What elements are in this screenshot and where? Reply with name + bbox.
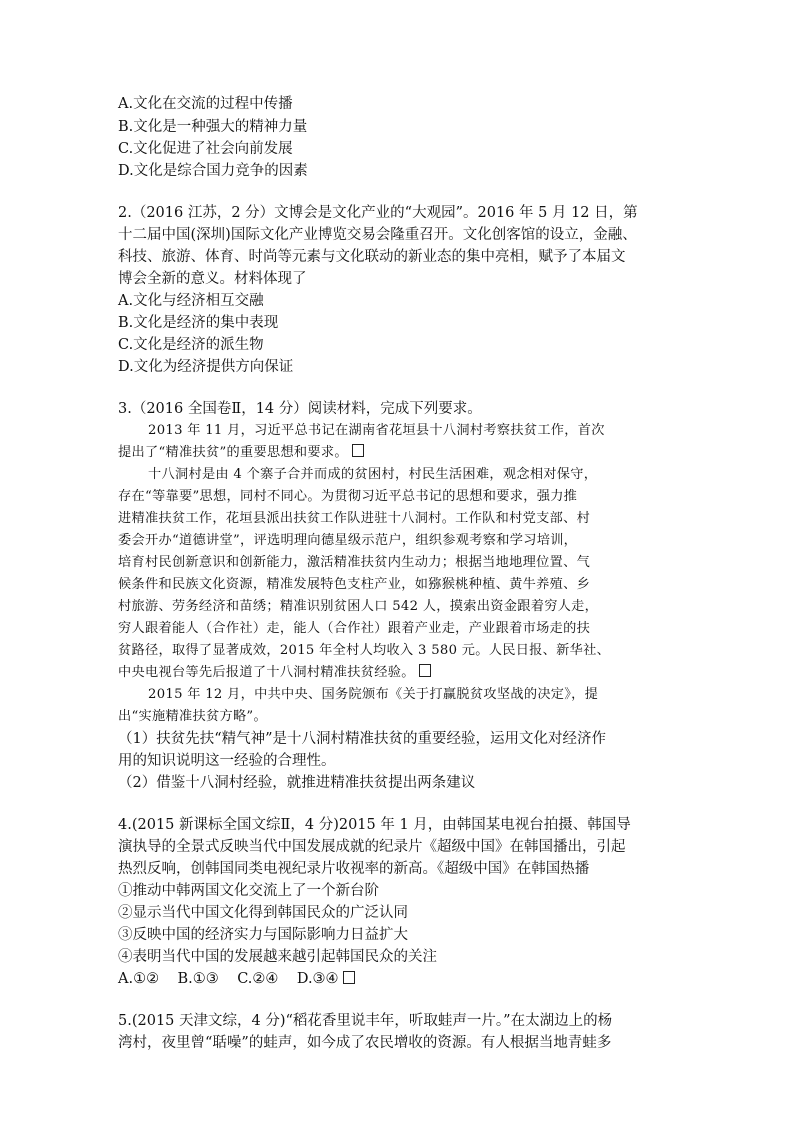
q2-option-a: A.文化与经济相互交融 (118, 293, 264, 309)
q3-stem: 3.（2016 全国卷Ⅱ，14 分）阅读材料，完成下列要求。 (118, 401, 482, 417)
q3-material-line: 2013 年 11 月，习近平总书记在湖南省花垣县十八洞村考察扶贫工作，首次 (148, 423, 605, 438)
q4-statement-4: ④表明当代中国的发展越来越引起韩国民众的关注 (118, 949, 437, 965)
q4-stem-line: 演执导的全景式反映当代中国发展成就的纪录片《超级中国》在韩国播出，引起 (118, 839, 626, 855)
q1-option-c: C.文化促进了社会向前发展 (118, 141, 293, 157)
q3-material-line: 2015 年 12 月，中共中央、国务院颁布《关于打赢脱贫攻坚战的决定》，提 (148, 687, 599, 702)
q3-material-line: 出“实施精准扶贫方略”。 (118, 709, 267, 724)
q4-stem-line: 热烈反响，创韩国同类电视纪录片收视率的新高。《超级中国》在韩国热播 (118, 861, 590, 877)
q4-statement-3: ③反映中国的经济实力与国际影响力日益扩大 (118, 927, 408, 943)
q4-statement-2: ②显示当代中国文化得到韩国民众的广泛认同 (118, 905, 408, 921)
q2-stem-line: 博会全新的意义。材料体现了 (118, 271, 307, 287)
q1-option-d: D.文化是综合国力竞争的因素 (118, 163, 308, 179)
q2-stem-line: 科技、旅游、体育、时尚等元素与文化联动的新业态的集中亮相，赋予了本届文 (118, 249, 626, 265)
q1-option-a: A.文化在交流的过程中传播 (118, 96, 293, 112)
q3-material-line: 委会开办“道德讲堂”，评选明理向德星级示范户，组织参观考察和学习培训， (118, 533, 578, 548)
q3-question-1: （1）扶贫先扶“精气神”是十八洞村精准扶贫的重要经验，运用文化对经济作 (118, 731, 607, 747)
q3-material-line: 存在“等靠要”思想，同村不同心。为贯彻习近平总书记的思想和要求，强力推 (118, 489, 578, 504)
q3-material-line: 穷人跟着能人（合作社）走，能人（合作社）跟着产业走，产业跟着市场走的扶 (118, 621, 591, 636)
q2-option-b: B.文化是经济的集中表现 (118, 315, 279, 331)
q3-question-1-cont: 用的知识说明这一经验的合理性。 (118, 753, 336, 769)
q1-option-b: B.文化是一种强大的精神力量 (118, 119, 308, 135)
q4-stem-line: 4.(2015 新课标全国文综Ⅱ，4 分)2015 年 1 月，由韩国某电视台拍摄、韩国导 (118, 817, 631, 833)
q2-option-c: C.文化是经济的派生物 (118, 337, 264, 353)
q4-options: A.①② B.①③ C.②④ D.③④ (118, 969, 355, 989)
q3-material-line: 村旅游、劳务经济和苗绣；精准识别贫困人口 542 人，摸索出资金跟着穷人走， (118, 599, 599, 614)
q3-material-line: 进精准扶贫工作，花垣县派出扶贫工作队进驻十八洞村。工作队和村党支部、村 (118, 511, 591, 526)
q3-question-2: （2）借鉴十八洞村经验，就推进精准扶贫提出两条建议 (118, 775, 476, 791)
placeholder-box-icon (352, 444, 364, 457)
q2-stem-line: 十二届中国(深圳)国际文化产业博览交易会隆重召开。文化创客馆的设立，金融、 (118, 227, 637, 243)
q3-material-line: 提出了“精准扶贫”的重要思想和要求。 (118, 443, 364, 463)
q3-material-line: 贫路径，取得了显著成效，2015 年全村人均收入 3 580 元。人民日报、新华社、 (118, 643, 611, 658)
q3-material-line: 候条件和民族文化资源，精准发展特色支柱产业，如猕猴桃种植、黄牛养殖、乡 (118, 577, 591, 592)
q4-statement-1: ①推动中韩两国文化交流上了一个新台阶 (118, 883, 379, 899)
q3-material-line: 培育村民创新意识和创新能力，激活精准扶贫内生动力；根据当地地理位置、气 (118, 555, 591, 570)
q5-stem-line: 湾村，夜里曾“聒噪”的蛙声，如今成了农民增收的资源。有人根据当地青蛙多 (118, 1035, 612, 1051)
q3-material-line: 中央电视台等先后报道了十八洞村精准扶贫经验。 (118, 663, 431, 683)
q2-option-d: D.文化为经济提供方向保证 (118, 359, 294, 375)
q2-stem-line: 2.（2016 江苏，2 分）文博会是文化产业的“大观园”。2016 年 5 月 12 日，第 (118, 205, 638, 221)
placeholder-box-icon (419, 664, 431, 677)
placeholder-box-icon (343, 971, 355, 984)
q3-material-line: 十八洞村是由 4 个寨子合并而成的贫困村，村民生活困难，观念相对保守， (148, 467, 598, 482)
q5-stem-line: 5.(2015 天津文综，4 分)“稻花香里说丰年，听取蛙声一片。”在太湖边上的杨 (118, 1013, 613, 1029)
